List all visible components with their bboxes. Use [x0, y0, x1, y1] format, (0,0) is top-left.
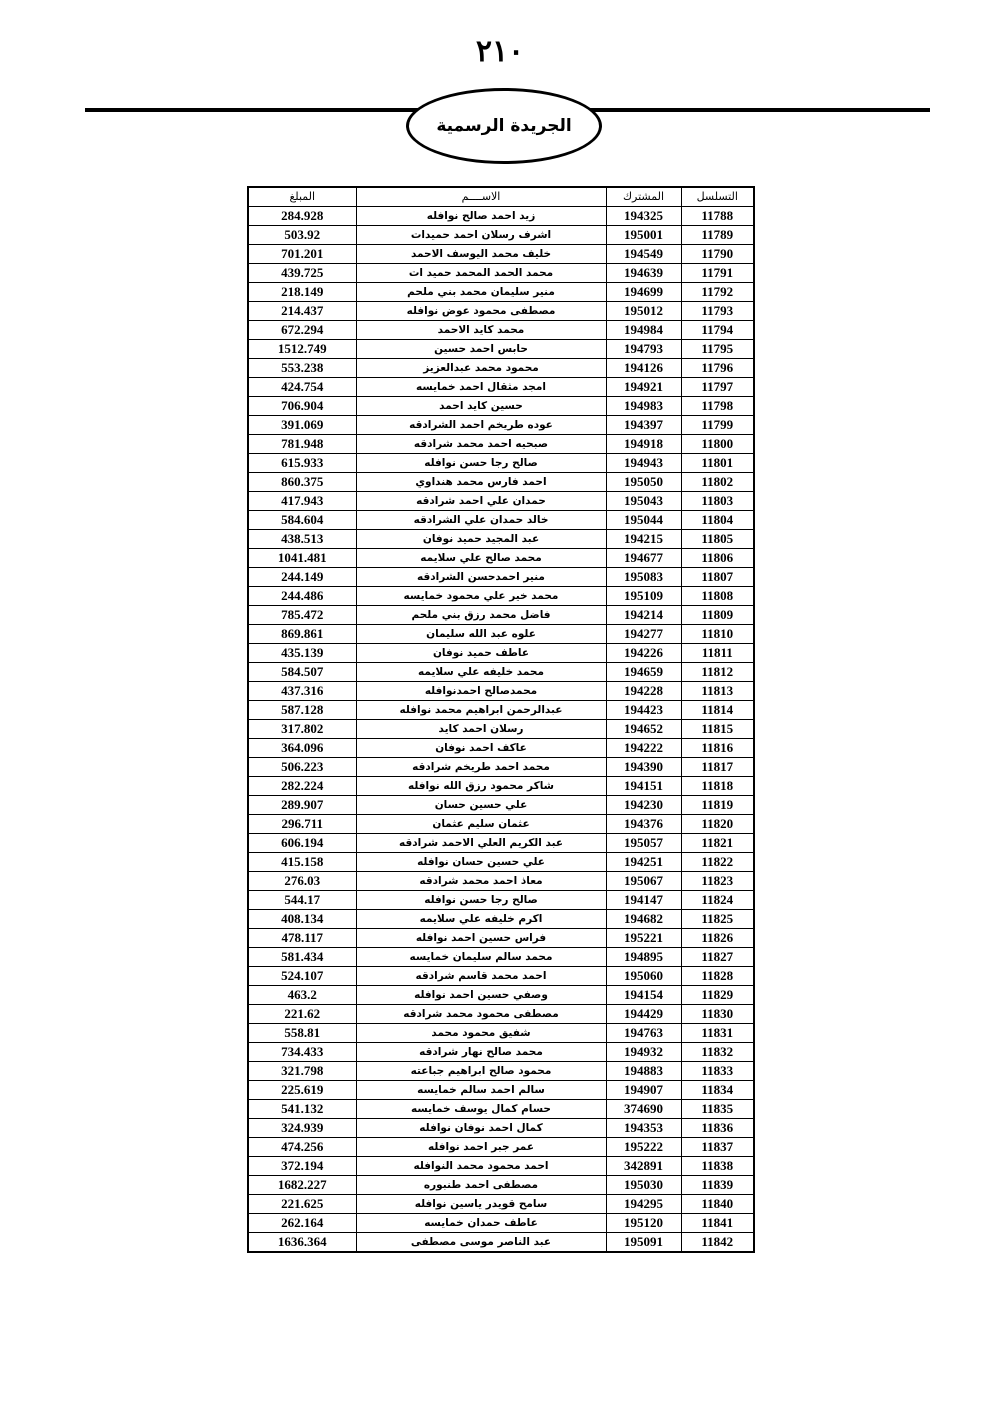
amount-cell: 606.194 [248, 834, 356, 853]
table-header-row [248, 187, 754, 207]
table-row [248, 549, 754, 568]
subscriber-cell: 194295 [606, 1195, 681, 1214]
table-row [248, 777, 754, 796]
name-cell: محمدصالح احمدنوافله [356, 682, 606, 701]
amount-cell: 581.434 [248, 948, 356, 967]
table-body [248, 207, 754, 1253]
subscriber-cell: 194353 [606, 1119, 681, 1138]
name-cell: فاضل محمد رزق بني ملحم [356, 606, 606, 625]
subscriber-cell: 194943 [606, 454, 681, 473]
amount-cell: 437.316 [248, 682, 356, 701]
serial-cell: 11824 [681, 891, 754, 910]
serial-cell: 11792 [681, 283, 754, 302]
amount-cell: 262.164 [248, 1214, 356, 1233]
subscriber-cell: 195043 [606, 492, 681, 511]
amount-cell: 672.294 [248, 321, 356, 340]
amount-cell: 615.933 [248, 454, 356, 473]
name-cell: منير سليمان محمد بني ملحم [356, 283, 606, 302]
serial-cell: 11822 [681, 853, 754, 872]
serial-cell: 11789 [681, 226, 754, 245]
amount-cell: 544.17 [248, 891, 356, 910]
subscriber-cell: 195109 [606, 587, 681, 606]
serial-cell: 11794 [681, 321, 754, 340]
name-cell: مصطفى احمد طنبوره [356, 1176, 606, 1195]
subscriber-cell: 194151 [606, 777, 681, 796]
subscriber-cell: 194921 [606, 378, 681, 397]
amount-cell: 321.798 [248, 1062, 356, 1081]
amount-cell: 296.711 [248, 815, 356, 834]
name-cell: خالد حمدان علي الشرادقه [356, 511, 606, 530]
subscriber-cell: 374690 [606, 1100, 681, 1119]
amount-cell: 860.375 [248, 473, 356, 492]
serial-cell: 11795 [681, 340, 754, 359]
serial-cell: 11838 [681, 1157, 754, 1176]
table-row [248, 397, 754, 416]
serial-cell: 11829 [681, 986, 754, 1005]
name-cell: فراس حسين احمد نوافله [356, 929, 606, 948]
amount-cell: 244.486 [248, 587, 356, 606]
serial-cell: 11793 [681, 302, 754, 321]
subscriber-cell: 194699 [606, 283, 681, 302]
subscriber-cell: 194325 [606, 207, 681, 226]
subscriber-cell: 194214 [606, 606, 681, 625]
column-header-name: الاســــم [356, 187, 606, 207]
name-cell: شاكر محمود رزق الله نوافله [356, 777, 606, 796]
subscriber-cell: 194763 [606, 1024, 681, 1043]
table-row [248, 872, 754, 891]
name-cell: خليف محمد اليوسف الاحمد [356, 245, 606, 264]
name-cell: امجد مثقال احمد خمايسه [356, 378, 606, 397]
name-cell: محمد كايد الاحمد [356, 321, 606, 340]
serial-cell: 11801 [681, 454, 754, 473]
amount-cell: 587.128 [248, 701, 356, 720]
subscriber-cell: 194895 [606, 948, 681, 967]
serial-cell: 11813 [681, 682, 754, 701]
table-row [248, 1157, 754, 1176]
serial-cell: 11841 [681, 1214, 754, 1233]
serial-cell: 11805 [681, 530, 754, 549]
amount-cell: 221.62 [248, 1005, 356, 1024]
table-row [248, 834, 754, 853]
amount-cell: 324.939 [248, 1119, 356, 1138]
name-cell: محمد احمد طريخم شرادقه [356, 758, 606, 777]
table-row [248, 321, 754, 340]
serial-cell: 11815 [681, 720, 754, 739]
name-cell: عبد المجيد حميد نوفان [356, 530, 606, 549]
subscriber-cell: 194376 [606, 815, 681, 834]
amount-cell: 372.194 [248, 1157, 356, 1176]
table-row [248, 530, 754, 549]
subscriber-cell: 195001 [606, 226, 681, 245]
amount-cell: 785.472 [248, 606, 356, 625]
name-cell: احمد فارس محمد هنداوي [356, 473, 606, 492]
table-row [248, 796, 754, 815]
name-cell: زيد احمد صالح نوافله [356, 207, 606, 226]
table-row [248, 1062, 754, 1081]
subscriber-cell: 194228 [606, 682, 681, 701]
name-cell: احمد محمود محمد النوافله [356, 1157, 606, 1176]
serial-cell: 11817 [681, 758, 754, 777]
table-row [248, 435, 754, 454]
name-cell: علي حسين حسان نوافله [356, 853, 606, 872]
amount-cell: 289.907 [248, 796, 356, 815]
subscriber-cell: 195091 [606, 1233, 681, 1253]
table-row [248, 910, 754, 929]
table-row [248, 1176, 754, 1195]
table-row [248, 929, 754, 948]
amount-cell: 1041.481 [248, 549, 356, 568]
subscriber-cell: 194429 [606, 1005, 681, 1024]
name-cell: حابس احمد حسين [356, 340, 606, 359]
table-row [248, 663, 754, 682]
serial-cell: 11826 [681, 929, 754, 948]
amount-cell: 244.149 [248, 568, 356, 587]
serial-cell: 11804 [681, 511, 754, 530]
name-cell: عبد الناصر موسى مصطفى [356, 1233, 606, 1253]
name-cell: اشرف رسلان احمد حميدات [356, 226, 606, 245]
table-row [248, 416, 754, 435]
amount-cell: 701.201 [248, 245, 356, 264]
amount-cell: 284.928 [248, 207, 356, 226]
column-header-subscriber: المشترك [606, 187, 681, 207]
amount-cell: 781.948 [248, 435, 356, 454]
serial-cell: 11808 [681, 587, 754, 606]
name-cell: عمر جبر احمد نوافله [356, 1138, 606, 1157]
serial-cell: 11837 [681, 1138, 754, 1157]
subscriber-cell: 194918 [606, 435, 681, 454]
serial-cell: 11820 [681, 815, 754, 834]
amount-cell: 225.619 [248, 1081, 356, 1100]
amount-cell: 221.625 [248, 1195, 356, 1214]
subscriber-cell: 195030 [606, 1176, 681, 1195]
table-row [248, 1233, 754, 1253]
amount-cell: 218.149 [248, 283, 356, 302]
table-row [248, 1214, 754, 1233]
name-cell: عاطف حمدان خمايسه [356, 1214, 606, 1233]
subscriber-cell: 194251 [606, 853, 681, 872]
serial-cell: 11832 [681, 1043, 754, 1062]
table-row [248, 473, 754, 492]
table-row [248, 682, 754, 701]
subscriber-cell: 194932 [606, 1043, 681, 1062]
serial-cell: 11807 [681, 568, 754, 587]
serial-cell: 11790 [681, 245, 754, 264]
serial-cell: 11840 [681, 1195, 754, 1214]
serial-cell: 11821 [681, 834, 754, 853]
serial-cell: 11802 [681, 473, 754, 492]
column-header-amount: المبلغ [248, 187, 356, 207]
serial-cell: 11814 [681, 701, 754, 720]
table-row [248, 758, 754, 777]
name-cell: حسام كمال يوسف خمايسه [356, 1100, 606, 1119]
page-number: ٢١٠ [475, 34, 525, 69]
amount-cell: 282.224 [248, 777, 356, 796]
serial-cell: 11819 [681, 796, 754, 815]
table-row [248, 226, 754, 245]
name-cell: مصطفى محمود محمد شرادقه [356, 1005, 606, 1024]
subscriber-cell: 194390 [606, 758, 681, 777]
table-row [248, 948, 754, 967]
table-row [248, 207, 754, 226]
name-cell: عاطف حميد نوفان [356, 644, 606, 663]
amount-cell: 553.238 [248, 359, 356, 378]
amount-cell: 435.139 [248, 644, 356, 663]
name-cell: محمود صالح ابراهيم جباعته [356, 1062, 606, 1081]
name-cell: وصفي حسين احمد نوافله [356, 986, 606, 1005]
amount-cell: 474.256 [248, 1138, 356, 1157]
table-row [248, 302, 754, 321]
subscriber-cell: 342891 [606, 1157, 681, 1176]
table-row [248, 625, 754, 644]
subscriber-cell: 194639 [606, 264, 681, 283]
serial-cell: 11797 [681, 378, 754, 397]
serial-cell: 11796 [681, 359, 754, 378]
amount-cell: 364.096 [248, 739, 356, 758]
serial-cell: 11812 [681, 663, 754, 682]
payments-table [247, 186, 755, 1253]
amount-cell: 1512.749 [248, 340, 356, 359]
amount-cell: 869.861 [248, 625, 356, 644]
subscriber-cell: 195057 [606, 834, 681, 853]
amount-cell: 424.754 [248, 378, 356, 397]
name-cell: محمد صالح نهار شرادقه [356, 1043, 606, 1062]
amount-cell: 584.507 [248, 663, 356, 682]
amount-cell: 734.433 [248, 1043, 356, 1062]
table-row [248, 454, 754, 473]
amount-cell: 391.069 [248, 416, 356, 435]
name-cell: رسلان احمد كايد [356, 720, 606, 739]
name-cell: عبدالرحمن ابراهيم محمد نوافله [356, 701, 606, 720]
name-cell: احمد محمد قاسم شرادقه [356, 967, 606, 986]
table-row [248, 283, 754, 302]
amount-cell: 408.134 [248, 910, 356, 929]
serial-cell: 11816 [681, 739, 754, 758]
table-row [248, 701, 754, 720]
serial-cell: 11835 [681, 1100, 754, 1119]
table-row [248, 853, 754, 872]
table-row [248, 492, 754, 511]
name-cell: مصطفى محمود عوض نوافله [356, 302, 606, 321]
amount-cell: 584.604 [248, 511, 356, 530]
subscriber-cell: 194652 [606, 720, 681, 739]
serial-cell: 11839 [681, 1176, 754, 1195]
table-row [248, 1005, 754, 1024]
masthead-title: الجريدة الرسمية [436, 116, 572, 136]
table-row [248, 1081, 754, 1100]
name-cell: علوه عبد الله سليمان [356, 625, 606, 644]
serial-cell: 11799 [681, 416, 754, 435]
name-cell: معاذ احمد محمد شرادقه [356, 872, 606, 891]
name-cell: محمد سالم سليمان خمايسه [356, 948, 606, 967]
table-row [248, 1119, 754, 1138]
amount-cell: 1636.364 [248, 1233, 356, 1253]
subscriber-cell: 194659 [606, 663, 681, 682]
serial-cell: 11806 [681, 549, 754, 568]
subscriber-cell: 194883 [606, 1062, 681, 1081]
amount-cell: 541.132 [248, 1100, 356, 1119]
name-cell: اكرم خليفه علي سلايمه [356, 910, 606, 929]
table-row [248, 606, 754, 625]
subscriber-cell: 194147 [606, 891, 681, 910]
table-row [248, 644, 754, 663]
table-row [248, 720, 754, 739]
table-row [248, 245, 754, 264]
name-cell: صالح رجا حسن نوافله [356, 891, 606, 910]
serial-cell: 11818 [681, 777, 754, 796]
name-cell: حمدان علي احمد شرادقه [356, 492, 606, 511]
masthead-oval [406, 88, 602, 164]
table-row [248, 815, 754, 834]
name-cell: عثمان سليم عثمان [356, 815, 606, 834]
name-cell: محمود محمد عبدالعزيز [356, 359, 606, 378]
amount-cell: 417.943 [248, 492, 356, 511]
amount-cell: 506.223 [248, 758, 356, 777]
subscriber-cell: 194907 [606, 1081, 681, 1100]
serial-cell: 11828 [681, 967, 754, 986]
name-cell: محمد الحمد المحمد حميد ات [356, 264, 606, 283]
subscriber-cell: 194126 [606, 359, 681, 378]
amount-cell: 317.802 [248, 720, 356, 739]
serial-cell: 11823 [681, 872, 754, 891]
name-cell: شفيق محمود محمد [356, 1024, 606, 1043]
name-cell: علي حسين حسان [356, 796, 606, 815]
amount-cell: 478.117 [248, 929, 356, 948]
subscriber-cell: 195012 [606, 302, 681, 321]
serial-cell: 11827 [681, 948, 754, 967]
name-cell: صبحيه احمد محمد شرادقه [356, 435, 606, 454]
name-cell: سامح قويدر ياسين نوافله [356, 1195, 606, 1214]
name-cell: كمال احمد نوفان نوافله [356, 1119, 606, 1138]
amount-cell: 439.725 [248, 264, 356, 283]
serial-cell: 11803 [681, 492, 754, 511]
table-row [248, 359, 754, 378]
serial-cell: 11830 [681, 1005, 754, 1024]
table-row [248, 891, 754, 910]
subscriber-cell: 195222 [606, 1138, 681, 1157]
amount-cell: 524.107 [248, 967, 356, 986]
subscriber-cell: 194397 [606, 416, 681, 435]
subscriber-cell: 195050 [606, 473, 681, 492]
table-row [248, 568, 754, 587]
subscriber-cell: 195067 [606, 872, 681, 891]
amount-cell: 438.513 [248, 530, 356, 549]
table-row [248, 739, 754, 758]
table-row [248, 340, 754, 359]
serial-cell: 11788 [681, 207, 754, 226]
amount-cell: 463.2 [248, 986, 356, 1005]
table-row [248, 378, 754, 397]
subscriber-cell: 194423 [606, 701, 681, 720]
subscriber-cell: 194154 [606, 986, 681, 1005]
amount-cell: 706.904 [248, 397, 356, 416]
serial-cell: 11831 [681, 1024, 754, 1043]
subscriber-cell: 194984 [606, 321, 681, 340]
table-row [248, 1043, 754, 1062]
table-row [248, 1100, 754, 1119]
table-row [248, 511, 754, 530]
serial-cell: 11809 [681, 606, 754, 625]
table-row [248, 1024, 754, 1043]
amount-cell: 558.81 [248, 1024, 356, 1043]
name-cell: محمد صالح علي سلايمه [356, 549, 606, 568]
serial-cell: 11825 [681, 910, 754, 929]
serial-cell: 11834 [681, 1081, 754, 1100]
table-row [248, 1195, 754, 1214]
name-cell: منير احمدحسن الشرادقه [356, 568, 606, 587]
name-cell: صالح رجا حسن نوافله [356, 454, 606, 473]
subscriber-cell: 194682 [606, 910, 681, 929]
serial-cell: 11800 [681, 435, 754, 454]
name-cell: سالم احمد سالم خمايسه [356, 1081, 606, 1100]
subscriber-cell: 194226 [606, 644, 681, 663]
table-row [248, 264, 754, 283]
subscriber-cell: 195221 [606, 929, 681, 948]
subscriber-cell: 194549 [606, 245, 681, 264]
subscriber-cell: 194230 [606, 796, 681, 815]
name-cell: عوده طريخم احمد الشرادقه [356, 416, 606, 435]
table-row [248, 986, 754, 1005]
serial-cell: 11798 [681, 397, 754, 416]
amount-cell: 415.158 [248, 853, 356, 872]
serial-cell: 11842 [681, 1233, 754, 1253]
subscriber-cell: 194983 [606, 397, 681, 416]
name-cell: محمد خير علي محمود خمايسه [356, 587, 606, 606]
amount-cell: 214.437 [248, 302, 356, 321]
subscriber-cell: 194277 [606, 625, 681, 644]
serial-cell: 11791 [681, 264, 754, 283]
subscriber-cell: 194793 [606, 340, 681, 359]
table-row [248, 587, 754, 606]
table-row [248, 1138, 754, 1157]
subscriber-cell: 194222 [606, 739, 681, 758]
amount-cell: 276.03 [248, 872, 356, 891]
name-cell: عبد الكريم العلي الاحمد شرادقه [356, 834, 606, 853]
subscriber-cell: 195044 [606, 511, 681, 530]
column-header-serial: التسلسل [681, 187, 754, 207]
amount-cell: 1682.227 [248, 1176, 356, 1195]
subscriber-cell: 194677 [606, 549, 681, 568]
serial-cell: 11811 [681, 644, 754, 663]
subscriber-cell: 195083 [606, 568, 681, 587]
subscriber-cell: 195120 [606, 1214, 681, 1233]
subscriber-cell: 194215 [606, 530, 681, 549]
serial-cell: 11810 [681, 625, 754, 644]
serial-cell: 11833 [681, 1062, 754, 1081]
name-cell: حسين كايد احمد [356, 397, 606, 416]
name-cell: محمد خليفه علي سلايمه [356, 663, 606, 682]
table-row [248, 967, 754, 986]
subscriber-cell: 195060 [606, 967, 681, 986]
name-cell: عاكف احمد نوفان [356, 739, 606, 758]
serial-cell: 11836 [681, 1119, 754, 1138]
amount-cell: 503.92 [248, 226, 356, 245]
